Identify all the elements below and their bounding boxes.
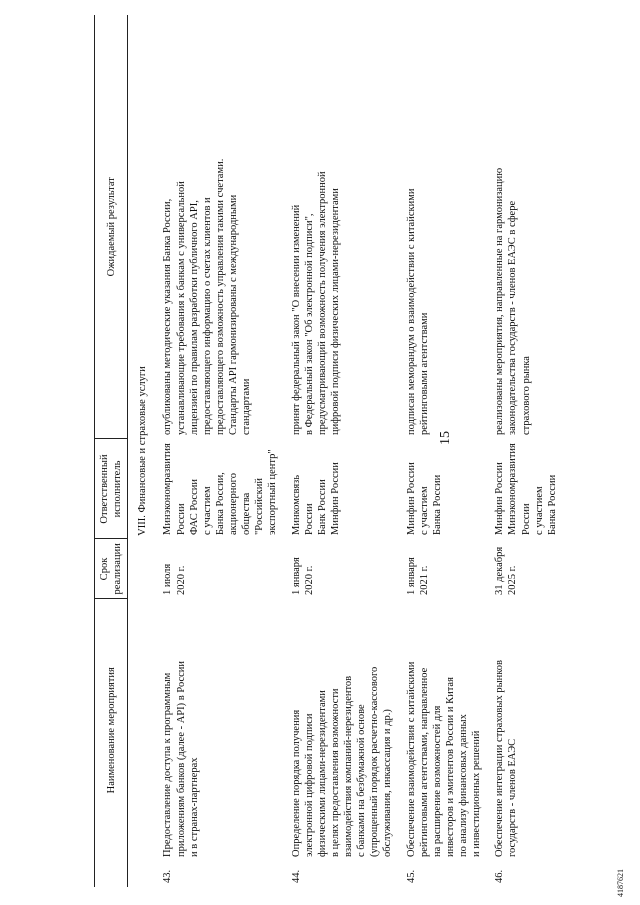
expected-result: подписан меморандум о взаимодействии с китайскими рейтинговыми агентствами [405,188,430,435]
measures-table [94,15,565,887]
header-term: Срок реализации [95,539,128,599]
table-row [489,15,565,887]
document-id: 4187621 [616,869,625,897]
executor: Минфин России с участием Банка России [405,462,443,535]
measure-name: Предоставление доступа к программным приложениям банков (далее - API) в России и в странах-партнерах [162,660,200,857]
header-executor: Ответственный исполнитель [95,439,128,539]
deadline: 31 декабря 2025 г. [494,546,519,595]
expected-result: реализованы мероприятия, направленные на гармонизацию законодательства государств - членов ЕАЭС в сфере страхового рынка [494,167,532,435]
section-row [128,15,158,887]
expected-result: опубликованы методические указания Банка России, устанавливающие требования к банкам с универсальной лицензией по правилам разработки публичного API, предоставляющего информацию о счетах клиентов и предоставляющего возможность управления такими счетами. Стандарты API гармонизированы с международными стандартами [162,158,253,435]
header-number [95,861,128,887]
table-header-row [95,15,128,887]
expected-result: принят федеральный закон "О внесении изменений в Федеральный закон "Об электронной подписи", предусматривающий возможность получения электронной цифровой подписи физических лицами-нерезидентами [290,171,341,435]
table-row [286,15,401,887]
row-number: 46. [494,869,506,883]
executor: Минфин России Минэкономразвития России с участием Банка России [494,443,558,535]
table-row [401,15,490,887]
section-title: VIII. Финансовые и страховые услуги [137,366,149,536]
executor: Минкомсвязь России Банк России Минфин России [290,462,341,535]
deadline: 1 января 2021 г. [405,557,430,595]
deadline: 1 июля 2020 г. [162,563,187,595]
measure-name: Определение порядка получения электронной цифровой подписи физическими лицами-нерезидентами в целях предоставления возможности взаимодействия компаний-нерезидентов с банками на безбумажной основе (упрощенный порядок расчетно-кассового обслуживания, инкассация и др.) [290,666,394,857]
row-number: 43. [162,869,174,883]
executor: Минэкономразвития России ФАС России с участием Банка России, акционерного общества "Российский экспортный центр" [162,443,279,535]
row-number: 44. [290,869,302,883]
page-number: 15 [438,431,453,445]
table-row [157,15,285,887]
header-name: Наименование мероприятия [95,599,128,861]
header-result: Ожидаемый результат [95,15,128,439]
measure-name: Обеспечение взаимодействия с китайскими рейтинговыми агентствами, направленное на расширение возможностей для инвесторов и эмитентов России и Китая по анализу финансовых данных и инвестиционных решений [405,661,483,857]
row-number: 45. [405,869,417,883]
deadline: 1 января 2020 г. [290,557,315,595]
measure-name: Обеспечение интеграции страховых рынков государств - членов ЕАЭС [494,659,519,857]
